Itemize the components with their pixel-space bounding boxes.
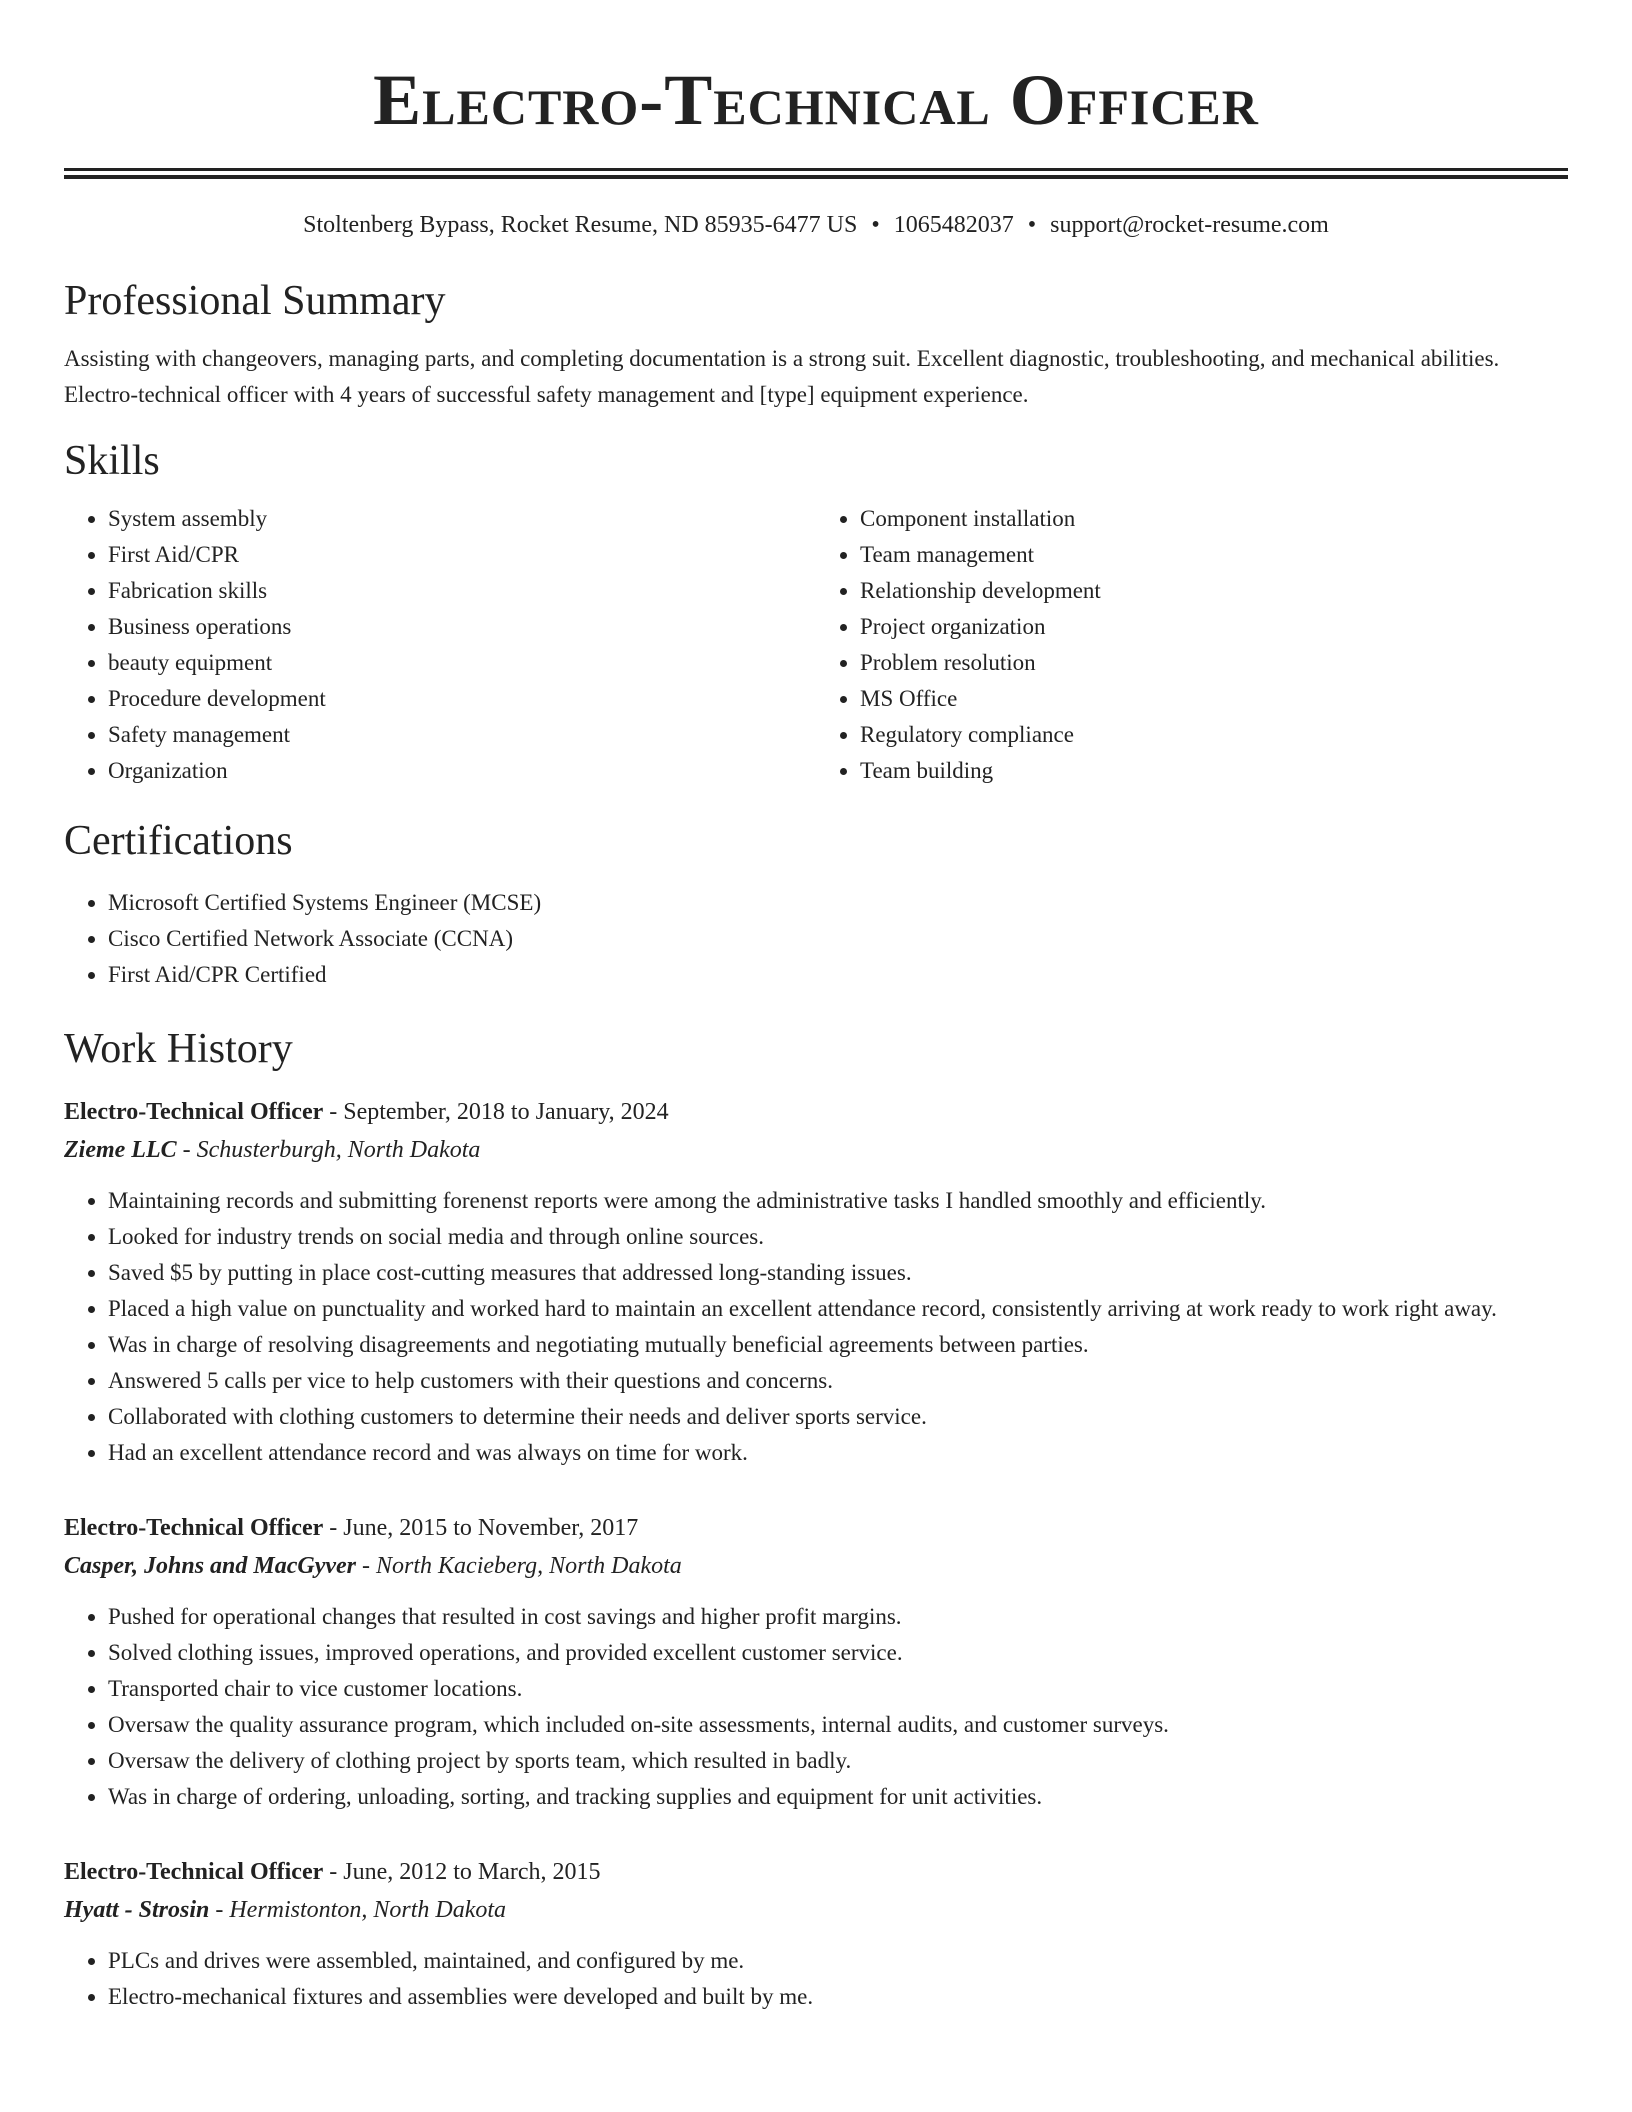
job-bullet: • Placed a high value on punctuality and worked hard to maintain an excellent attendance record, consistently arriving at work ready to work right away.: [108, 1291, 1568, 1327]
skill-item: • Regulatory compliance: [860, 717, 1568, 753]
job-location: - Hermistonton, North Dakota: [209, 1897, 507, 1923]
section-title-work-history: Work History: [64, 1026, 293, 1072]
job-company-line: [64, 1891, 1568, 1929]
job-company: Casper, Johns and MacGyver: [64, 1553, 357, 1579]
certifications-list: [64, 885, 1568, 993]
job-location: - Schusterburgh, North Dakota: [176, 1137, 481, 1163]
job-entry: [64, 1093, 1568, 1471]
job-bullet: • Answered 5 calls per vice to help customers with their questions and concerns.: [108, 1363, 1568, 1399]
section-title-certifications: Certifications: [64, 818, 293, 864]
job-entry: [64, 1509, 1568, 1815]
job-title-line: [64, 1853, 1568, 1891]
job-bullet: • Maintaining records and submitting forenenst reports were among the administrative tasks I handled smoothly and efficiently.: [108, 1183, 1568, 1219]
job-bullet: • PLCs and drives were assembled, maintained, and configured by me.: [108, 1943, 1568, 1979]
job-bullet: • Looked for industry trends on social media and through online sources.: [108, 1219, 1568, 1255]
job-company: Zieme LLC: [64, 1137, 177, 1163]
skill-item: • beauty equipment: [108, 645, 816, 681]
job-bullet: • Electro-mechanical fixtures and assemblies were developed and built by me.: [108, 1979, 1568, 2015]
job-company-line: [64, 1131, 1568, 1169]
skills-columns: [64, 501, 1568, 789]
skill-item: • Project organization: [860, 609, 1568, 645]
job-bullet: • Oversaw the delivery of clothing project by sports team, which resulted in badly.: [108, 1743, 1568, 1779]
skill-item: • Fabrication skills: [108, 573, 816, 609]
job-company-line: [64, 1547, 1568, 1585]
job-bullets: [64, 1943, 1568, 2015]
skill-item: • Safety management: [108, 717, 816, 753]
header-divider: [64, 168, 1568, 179]
skill-item: • First Aid/CPR: [108, 537, 816, 573]
contact-address: Stoltenberg Bypass, Rocket Resume, ND 85935-6477 US: [303, 212, 858, 238]
certification-item: • First Aid/CPR Certified: [108, 957, 1568, 993]
job-bullet: • Had an excellent attendance record and was always on time for work.: [108, 1435, 1568, 1471]
skill-item: • Problem resolution: [860, 645, 1568, 681]
certification-item: • Cisco Certified Network Associate (CCNA): [108, 921, 1568, 957]
contact-phone: 1065482037: [893, 212, 1014, 238]
skill-item: • Component installation: [860, 501, 1568, 537]
contact-separator: •: [1027, 212, 1037, 238]
skills-list-left: [64, 501, 816, 789]
skill-item: • Relationship development: [860, 573, 1568, 609]
summary-text: Assisting with changeovers, managing parts, and completing documentation is a strong suit. Excellent diagnostic, troubleshooting, and mechanical abilities. Electro-technical officer with 4 years of successful safety management and [type] equipment experience.: [64, 346, 1500, 407]
certification-item: • Microsoft Certified Systems Engineer (MCSE): [108, 885, 1568, 921]
candidate-name: Electro-Technical Officer: [373, 60, 1259, 140]
job-title: Electro-Technical Officer: [64, 1515, 324, 1541]
job-bullets: [64, 1183, 1568, 1471]
contact-line: [64, 209, 1568, 241]
job-bullet: • Saved $5 by putting in place cost-cutting measures that addressed long-standing issues.: [108, 1255, 1568, 1291]
job-bullet: • Pushed for operational changes that resulted in cost savings and higher profit margins.: [108, 1599, 1568, 1635]
job-company: Hyatt - Strosin: [64, 1897, 210, 1923]
contact-email[interactable]: support@rocket-resume.com: [1050, 212, 1329, 238]
skill-item: • MS Office: [860, 681, 1568, 717]
job-bullet: • Solved clothing issues, improved operations, and provided excellent customer service.: [108, 1635, 1568, 1671]
job-title: Electro-Technical Officer: [64, 1859, 324, 1885]
job-location: - North Kacieberg, North Dakota: [356, 1553, 682, 1579]
section-title-skills: Skills: [64, 438, 160, 484]
job-title-line: [64, 1093, 1568, 1131]
job-bullet: • Was in charge of resolving disagreements and negotiating mutually beneficial agreements between parties.: [108, 1327, 1568, 1363]
skill-item: • Procedure development: [108, 681, 816, 717]
job-bullet: • Collaborated with clothing customers to determine their needs and deliver sports service.: [108, 1399, 1568, 1435]
job-bullet: • Oversaw the quality assurance program, which included on-site assessments, internal audits, and customer surveys.: [108, 1707, 1568, 1743]
skills-list-right: [816, 501, 1568, 789]
job-bullets: [64, 1599, 1568, 1815]
job-entry: [64, 1853, 1568, 2015]
contact-separator: •: [871, 212, 880, 238]
job-dates: - June, 2015 to November, 2017: [323, 1515, 639, 1541]
job-title: Electro-Technical Officer: [64, 1099, 324, 1125]
skill-item: • Team management: [860, 537, 1568, 573]
job-dates: - September, 2018 to January, 2024: [323, 1099, 669, 1125]
skill-item: • Team building: [860, 753, 1568, 789]
job-title-line: [64, 1509, 1568, 1547]
section-title-summary: Professional Summary: [64, 278, 446, 324]
skill-item: • System assembly: [108, 501, 816, 537]
job-dates: - June, 2012 to March, 2015: [323, 1859, 601, 1885]
skill-item: • Organization: [108, 753, 816, 789]
job-bullet: • Transported chair to vice customer locations.: [108, 1671, 1568, 1707]
job-bullet: • Was in charge of ordering, unloading, sorting, and tracking supplies and equipment for unit activities.: [108, 1779, 1568, 1815]
skill-item: • Business operations: [108, 609, 816, 645]
